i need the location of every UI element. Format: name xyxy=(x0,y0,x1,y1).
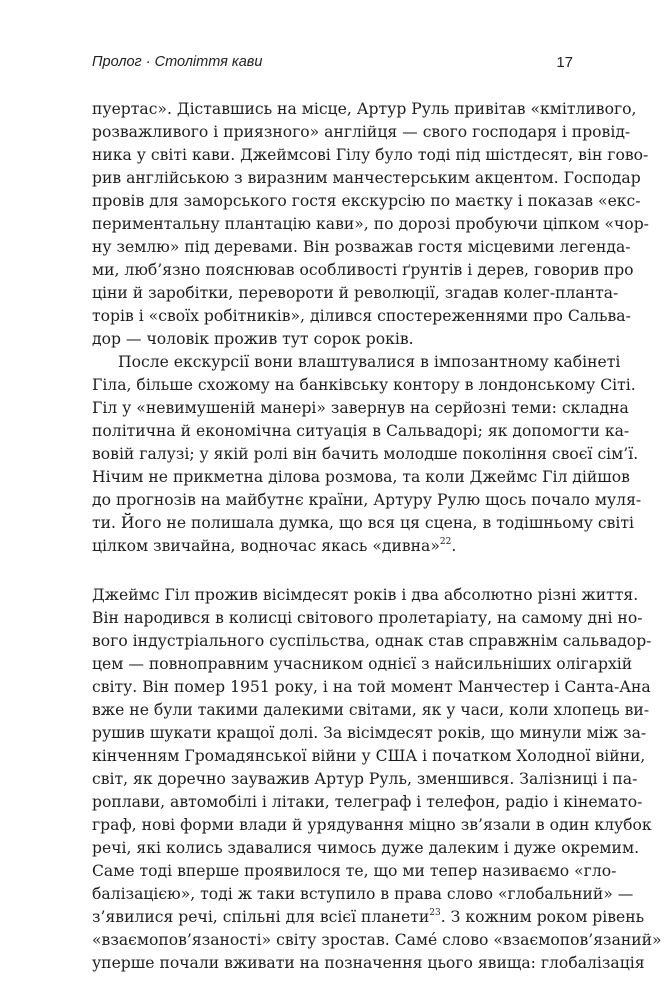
text-segment: . З кожним роком рівень xyxy=(440,908,645,926)
text-line: ціни й заробітки, перевороти й революції, згадав колег-планта- xyxy=(92,284,619,302)
text-line: провів для заморського гостя екскурсію по маєтку і показав «екс- xyxy=(92,192,641,210)
text-line: кінченням Громадянської війни у США і початком Холодної війни, xyxy=(92,747,646,765)
text-line: вовій галузі; у якій ролі він бачить молодше покоління своєї сім’ї. xyxy=(92,445,639,463)
text-line: речі, які колись здавалися чимось дуже далеким і дуже окремим. xyxy=(92,839,640,857)
text-segment: з’явилися речі, спільні для всієї планети xyxy=(92,908,430,926)
text-line: розважливого і приязного» англійця — свого господаря і провід- xyxy=(92,123,631,141)
text-line: дор — чоловік прожив тут сорок років. xyxy=(92,330,414,348)
text-line: Він народився в колисці світового пролетаріату, на самому дні но- xyxy=(92,609,643,627)
text-line: периментальну плантацію кави», по дорозі пробуючи ціпком «чор- xyxy=(92,215,649,233)
text-line: Гіл у «невимушеній манері» завернув на серйозні теми: складна xyxy=(92,399,629,417)
text-segment: . xyxy=(451,537,457,555)
text-line: Саме тоді вперше проявилося те, що ми тепер називаємо «гло- xyxy=(92,862,617,880)
text-line: світ, як доречно зауважив Артур Руль, зменшився. Залізниці і па- xyxy=(92,770,638,788)
text-line: После екскурсії вони влаштувалися в імпозантному кабінеті xyxy=(118,353,621,371)
text-line: «взаємопов’язаності» світу зростав. Самé слово «взаємопов’язаний» xyxy=(92,931,662,949)
text-line: граф, нові форми влади й урядування міцно зв’язали в один клубок xyxy=(92,816,652,834)
text-line: Джеймс Гіл прожив вісімдесят років і два абсолютно різні життя. xyxy=(92,586,639,604)
text-line: вже не були такими далекими світами, як у часи, коли хлопець ви- xyxy=(92,701,650,719)
text-line: уперше почали вживати на позначення цього явища: глобалізація xyxy=(92,954,645,972)
running-head: Пролог · Століття кави xyxy=(92,54,263,70)
text-segment: цілком звичайна, водночас якась «дивна» xyxy=(92,537,440,555)
text-line: до прогнозів на майбутнє країни, Артуру Рулю щось почало муля- xyxy=(92,491,642,509)
text-line: балізацією», тоді ж таки вступило в права слово «глобальний» — xyxy=(92,885,634,903)
text-line: світу. Він помер 1951 року, і на той момент Манчестер і Санта-Ана xyxy=(92,678,651,696)
text-line: рив англійською з виразним манчестерським акцентом. Господар xyxy=(92,169,641,187)
text-line: пуертас». Діставшись на місце, Артур Руль привітав «кмітливого, xyxy=(92,100,637,118)
text-line: роплави, автомобілі і літаки, телеграф і телефон, радіо і кінемато- xyxy=(92,793,643,811)
footnote-ref-22[interactable]: 22 xyxy=(439,537,452,547)
text-line: рушив шукати кращої долі. За вісімдесят років, що минули між за- xyxy=(92,724,647,742)
text-line: Нічим не прикметна ділова розмова, та коли Джеймс Гіл дійшов xyxy=(92,468,630,486)
text-line: ми, люб’язно пояснював особливості ґрунтів і дерев, говорив про xyxy=(92,261,634,279)
text-line: цем — повноправним учасником однієї з найсильніших олігархій xyxy=(92,655,633,673)
text-line: торів і «своїх робітників», ділився спостереженнями про Сальва- xyxy=(92,307,631,325)
text-line: політична й економічна ситуація в Сальвадорі; як допомогти ка- xyxy=(92,422,630,440)
text-line: ну землю» під деревами. Він розважав гостя місцевими легенда- xyxy=(92,238,631,256)
text-line xyxy=(92,907,645,927)
text-line: вого індустріального суспільства, однак став справжнім сальвадор- xyxy=(92,632,652,650)
text-line: ника у світі кави. Джеймсові Гілу було тоді під шістдесят, він гово- xyxy=(92,146,649,164)
text-line: ти. Його не полишала думка, що вся ця сцена, в тодішньому світі xyxy=(92,514,634,532)
text-line: Гіла, більше схожому на банківську контору в лондонському Сіті. xyxy=(92,376,636,394)
footnote-ref-23[interactable]: 23 xyxy=(429,908,441,918)
text-line xyxy=(92,536,574,556)
page-number: 17 xyxy=(556,54,573,71)
